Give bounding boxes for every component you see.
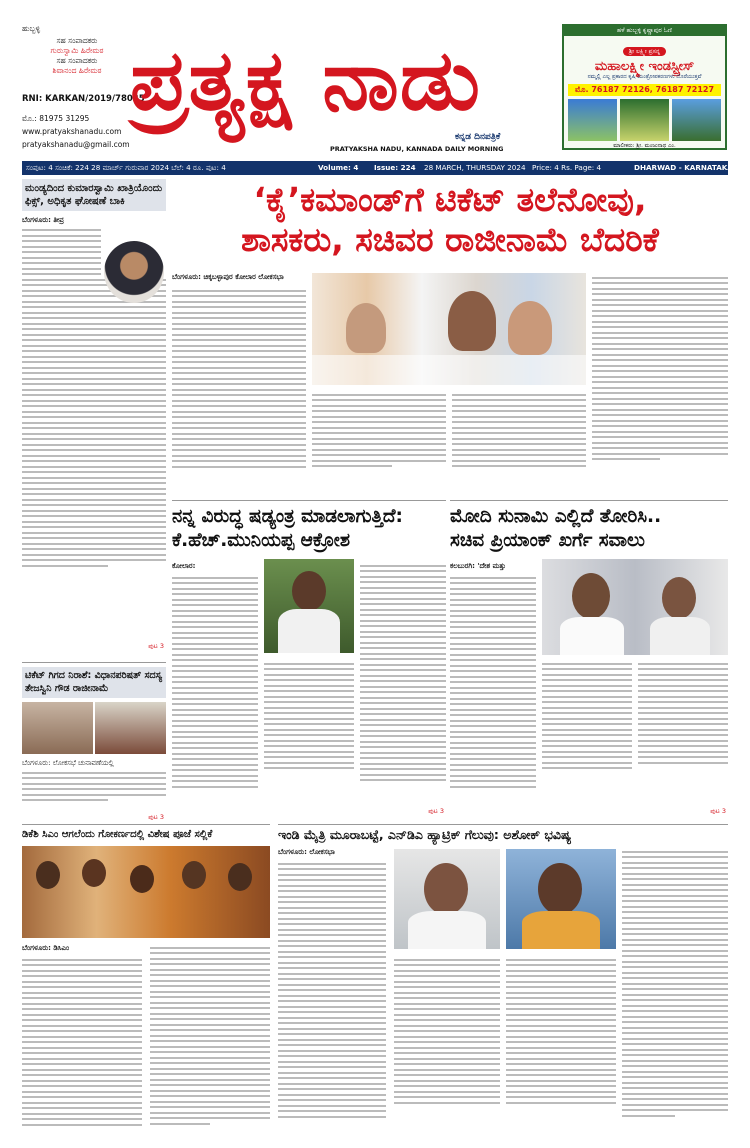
ad-owner: ಮಾಲೀಕರು: ಶ್ರೀ. ಮಂಜುನಾಥ ಎಂ.	[613, 143, 676, 149]
masthead-flag-note: ಹುಬ್ಬಳ್ಳಿ	[22, 24, 41, 33]
story-kharge-continued[interactable]: ಪುಟ 3	[710, 807, 726, 815]
story-ashok-col1	[278, 859, 386, 1121]
story-muniyappa-col3	[360, 561, 446, 785]
dateline-price: Price: 4 Rs. Page: 4	[532, 163, 602, 172]
story-ashok-dateline: ಬೆಂಗಳೂರು: ಲೋಕಸಭಾ	[278, 848, 335, 856]
story-tejaswini-continued[interactable]: ಪುಟ 3	[148, 813, 164, 821]
dateline-issue: Issue: 224	[374, 163, 416, 172]
kharge-headline-line1: ಮೋದಿ ಸುನಾಮಿ ಎಲ್ಲಿದೆ ತೋರಿಸಿ..	[450, 506, 662, 527]
kumaraswamy-photo	[104, 241, 164, 303]
dk-pooja-photo	[22, 846, 270, 938]
ad-machine-images	[564, 99, 725, 141]
muniyappa-photo	[264, 559, 354, 653]
ad-image-1	[568, 99, 617, 141]
dateline-place: DHARWAD - KARNATAKA	[634, 163, 733, 172]
muniyappa-headline-line1: ನನ್ನ ವಿರುದ್ಧ ಷಡ್ಯಂತ್ರ ಮಾಡಲಾಗುತ್ತಿದೆ:	[172, 506, 403, 527]
ashok-headline: ಇಂಡಿ ಮೈತ್ರಿ ಮೂರಾಬಟ್ಟೆ, ಎನ್‌ಡಿಎ ಹ್ಯಾಟ್ರಿಕ್ ಗೆಲುವು: ಅಶೋಕ್ ಭವಿಷ್ಯ	[278, 827, 572, 842]
story-muniyappa-continued[interactable]: ಪುಟ 3	[428, 807, 444, 815]
story-tejaswini-headline: ಟಿಕೆಟ್ ಗಿಗದ ನಿರಾಶೆ: ವಿಧಾನಪರಿಷತ್ ಸದಸ್ಯ ತೇಜಸ್ವಿನಿ ಗೌಡ ರಾಜೀನಾಮೆ	[22, 667, 166, 698]
story-kharge-dateline: ಕಲಬುರಗಿ: 'ದೇಶ ಮತ್ತು	[450, 562, 506, 570]
website[interactable]: www.pratyakshanadu.com	[22, 127, 122, 136]
editor-line2: ಗುರುಸ್ವಾಮಿ ಹಿರೇಮಠ	[50, 46, 104, 56]
story-main-dateline: ಬೆಂಗಳೂರು: ಚಿಕ್ಕಬಳ್ಳಾಪುರ ಕೋಲಾರ ಲೋಕಸಭಾ	[172, 273, 284, 281]
main-headline-line2: ಶಾಸಕರು, ಸಚಿವರ ರಾಜೀನಾಮೆ ಬೆದರಿಕೆ	[241, 220, 659, 259]
dateline-bar	[22, 161, 733, 175]
story-dk-pooja-dateline: ಬೆಂಗಳೂರು: ಡಿಸಿಎಂ	[22, 944, 70, 952]
dateline-kn: ಸಂಪುಟ: 4 ಸಂಚಿಕೆ: 224 28 ಮಾರ್ಚ್ ಗುರುವಾರ 2024 ಬೆಲೆ: 4 ರೂ. ಪುಟ: 4	[26, 163, 226, 172]
tejaswini-photo-2	[95, 702, 166, 754]
story-kharge	[450, 500, 728, 818]
dk-pooja-headline: ಡಿಕೆಶಿ ಸಿಎಂ ಆಗಲೆಂದು ಗೋಕರ್ಣದಲ್ಲಿ ವಿಶೇಷ ಪೂಜೆ ಸಲ್ಲಿಕೆ	[22, 829, 213, 840]
ad-image-2	[620, 99, 669, 141]
kharge-headline-line2: ಸಚಿವ ಪ್ರಿಯಾಂಕ್ ಖರ್ಗೆ ಸವಾಲು	[450, 530, 645, 551]
story-main	[172, 180, 728, 496]
ad-top: ಹಳೆ ಹುಬ್ಬಳ್ಳಿ ಕೃಷ್ಣಾಪುರ ಓಣಿ	[564, 26, 725, 36]
story-muniyappa-dateline: ಕೋಲಾರ:	[172, 562, 196, 570]
editors-block	[22, 36, 132, 77]
story-dk-pooja	[22, 824, 270, 1144]
phone: ಮೊ.: 81975 31295	[22, 114, 90, 123]
main-photo-congress-leaders	[312, 273, 586, 385]
ad-image-3	[672, 99, 721, 141]
story-kumaraswamy-continued[interactable]: ಪುಟ 3	[148, 642, 164, 650]
tagline-kn: ಕನ್ನಡ ದಿನಪತ್ರಿಕೆ	[455, 132, 501, 142]
story-kumaraswamy-headline: ಮಂಡ್ಯದಿಂದ ಕುಮಾರಸ್ವಾಮಿ ಖಾತ್ರಿಯೊಂದು ಫಿಕ್ಸ್, ಅಧಿಕೃತ ಘೋಷಣೆ ಬಾಕಿ	[22, 179, 166, 211]
ad-desc: ನಮ್ಮಲ್ಲಿ ಎಲ್ಲ ಪ್ರಕಾರದ ಕೃಷಿ ಯಂತ್ರೋಪಕರಣಗಳು ದೊರೆಯುತ್ತವೆ	[587, 74, 702, 80]
story-ashok	[278, 824, 728, 1144]
advertisement	[562, 24, 727, 150]
masthead	[0, 0, 750, 153]
story-ashok-col3	[506, 955, 616, 1107]
story-tejaswini	[22, 662, 166, 822]
story-muniyappa	[172, 500, 446, 818]
story-main-col4	[592, 273, 728, 464]
story-kharge-col2	[542, 659, 632, 773]
story-main-col1	[172, 286, 306, 471]
email[interactable]: pratyakshanadu@gmail.com	[22, 140, 130, 149]
rni-number: RNI: KARKAN/2019/78035	[22, 94, 145, 104]
editor-line4: ಶಿವಾನಂದ ಹಿರೇಮಠ	[52, 66, 102, 76]
siddaramaiah-photo	[394, 849, 500, 949]
story-main-col3	[452, 390, 586, 471]
editor-line1: ಸಹ ಸಂಪಾದಕರು	[56, 36, 98, 45]
story-kharge-col3	[638, 659, 728, 767]
ad-phone: ಮೊ. 76187 72126, 76187 72127	[568, 84, 721, 96]
muniyappa-headline-line2: ಕೆ.ಹೆಚ್.ಮುನಿಯಪ್ಪ ಆಕ್ರೋಶ	[172, 530, 350, 551]
tejaswini-photo-1	[22, 702, 93, 754]
story-kumaraswamy	[22, 179, 166, 657]
story-ashok-col2	[394, 955, 500, 1107]
story-tejaswini-dateline: ಬೆಂಗಳೂರು: ಲೋಕಸಭೆ ಚುನಾವಣೆಯಲ್ಲಿ	[22, 759, 114, 767]
story-muniyappa-col1	[172, 573, 258, 791]
story-ashok-col4	[622, 847, 728, 1120]
ad-name: ಮಹಾಲಕ್ಷ್ಮೀ ಇಂಡಸ್ಟ್ರೀಸ್	[594, 59, 695, 74]
ashok-photo	[506, 849, 616, 949]
story-kumaraswamy-dateline: ಬೆಂಗಳೂರು: ತೀವ್ರ	[22, 216, 64, 224]
ad-badge: ಶ್ರೀ ಲಕ್ಷ್ಮೀ ಪ್ರಸನ್ನ	[623, 47, 666, 56]
dateline-volume: Volume: 4	[318, 163, 359, 172]
editor-line3: ಸಹ ಸಂಪಾದಕರು	[56, 56, 98, 66]
story-main-col2	[312, 390, 446, 471]
newspaper-title: ಪ್ರತ್ಯಕ್ಷ ನಾಡು	[130, 31, 482, 129]
story-muniyappa-col2	[264, 659, 354, 773]
story-dk-pooja-col2	[150, 943, 270, 1128]
story-dk-pooja-col1	[22, 955, 142, 1129]
main-headline-line1: ‘ಕೈ’ಕಮಾಂಡ್‌ಗೆ ಟಿಕೆಟ್ ತಲೆನೋವು,	[253, 180, 647, 219]
tejaswini-photos	[22, 702, 166, 754]
kharge-photo	[542, 559, 728, 655]
dateline-date: 28 MARCH, THURSDAY 2024	[424, 163, 526, 172]
story-kharge-col1	[450, 573, 536, 791]
tagline-en: PRATYAKSHA NADU, KANNADA DAILY MORNING	[330, 145, 504, 153]
